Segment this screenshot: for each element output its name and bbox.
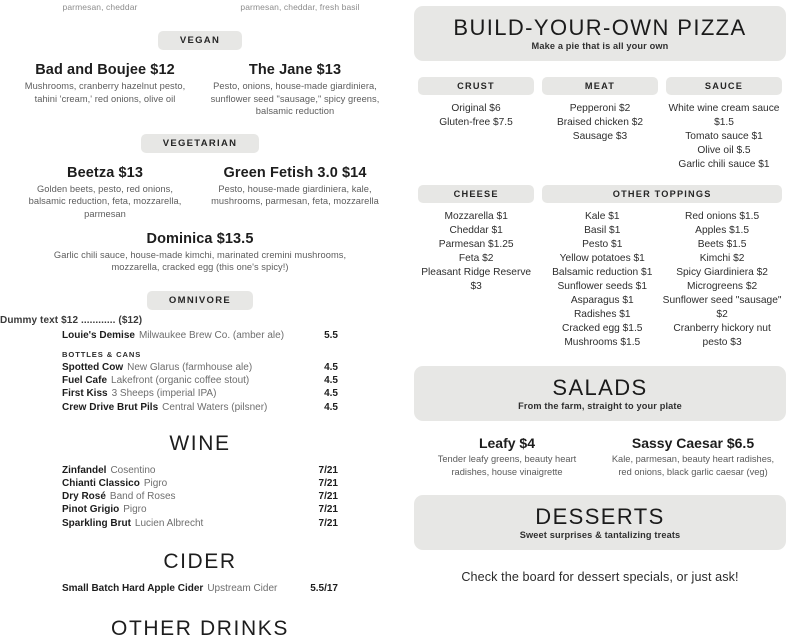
cider-list <box>0 582 400 595</box>
byo-head-cheese: CHEESE <box>418 185 534 203</box>
drink-producer: Lucien Albrecht <box>134 517 204 529</box>
byo-list-cheese <box>418 210 534 294</box>
byo-group-other-toppings <box>538 185 786 350</box>
category-pill-vegan <box>0 31 400 50</box>
pizza-item[interactable] <box>200 165 390 221</box>
clipped-desc-1: parmesan, cheddar <box>62 2 138 12</box>
byo-option[interactable]: Olive oil $.5 <box>697 145 751 156</box>
category-pill-omnivore <box>0 291 400 310</box>
drink-row[interactable] <box>62 361 338 374</box>
byo-row-secondary <box>414 185 786 350</box>
drink-producer: 3 Sheeps (imperial IPA) <box>111 388 217 400</box>
vegetarian-pizza-row <box>0 165 400 221</box>
salad-item[interactable] <box>600 435 786 478</box>
byo-banner <box>414 6 786 61</box>
byo-option[interactable]: White wine cream sauce $1.5 <box>668 103 780 128</box>
drink-row[interactable] <box>62 517 338 530</box>
wine-list <box>0 464 400 530</box>
clipped-omnivore-row <box>0 314 400 328</box>
drink-row[interactable] <box>62 464 338 477</box>
byo-option[interactable]: Mushrooms $1.5 <box>564 337 641 348</box>
byo-option[interactable]: Basil $1 <box>584 225 621 236</box>
drink-producer: Upstream Cider <box>207 582 278 594</box>
byo-list-other-toppings <box>542 210 782 350</box>
pizza-description: Mushrooms, cranberry hazelnut pesto, tahini 'cream,' red onions, olive oil <box>24 81 186 104</box>
byo-option[interactable]: Microgreens $2 <box>686 281 758 292</box>
drink-row[interactable] <box>62 401 338 414</box>
drink-name: Louie's Demise <box>62 329 135 341</box>
drink-price: 5.5/17 <box>310 582 338 594</box>
pizza-name: The Jane $13 <box>248 62 342 78</box>
pizza-name: Green Fetish 3.0 $14 <box>223 164 367 181</box>
drink-row[interactable] <box>62 503 338 516</box>
drink-price: 4.5 <box>324 388 338 400</box>
drink-name: First Kiss <box>62 388 108 400</box>
pizza-description: Golden beets, pesto, red onions, balsamic reduction, feta, mozzarella, parmesan <box>28 183 182 219</box>
byo-option[interactable]: Braised chicken $2 <box>556 117 644 128</box>
byo-option[interactable]: Beets $1.5 <box>697 239 747 250</box>
drink-name: Spotted Cow <box>62 361 124 373</box>
byo-option[interactable]: Pesto $1 <box>582 239 623 250</box>
vegan-pizza-row <box>0 62 400 118</box>
drink-producer: Pigro <box>143 477 168 489</box>
pizza-item[interactable] <box>10 62 200 118</box>
clipped-top-descriptions <box>0 0 400 14</box>
drink-name: Crew Drive Brut Pils <box>62 401 159 413</box>
byo-option[interactable]: Tomato sauce $1 <box>685 131 763 142</box>
salad-item[interactable] <box>414 435 600 478</box>
drink-name: Fuel Cafe <box>62 375 108 387</box>
byo-group-meat <box>538 77 662 172</box>
pizza-name: Bad and Boujee $12 <box>35 62 175 78</box>
byo-option[interactable]: Kimchi $2 <box>699 253 745 264</box>
byo-option[interactable]: Yellow potatoes $1 <box>559 253 645 264</box>
drink-price: 7/21 <box>318 517 338 529</box>
drink-price: 7/21 <box>318 491 338 503</box>
byo-option[interactable]: Garlic chili sauce $1 <box>678 159 770 170</box>
pizza-description: Pesto, house-made giardiniera, kale, mushrooms, parmesan, feta, mozzarella <box>211 183 379 207</box>
category-pill-vegetarian-label: VEGETARIAN <box>141 134 260 153</box>
category-pill-vegan-label: VEGAN <box>158 31 242 50</box>
drink-name: Pinot Grigio <box>62 504 120 516</box>
drink-producer: Pigro <box>123 504 147 516</box>
byo-group-crust <box>414 77 538 172</box>
right-column <box>400 0 800 600</box>
byo-title: BUILD-YOUR-OWN PIZZA <box>453 15 747 40</box>
drink-name: Sparkling Brut <box>62 517 131 529</box>
desserts-note: Check the board for dessert specials, or just ask! <box>461 570 739 585</box>
drink-price: 7/21 <box>318 504 338 516</box>
byo-toppings-column-b <box>662 210 782 350</box>
drink-price: 7/21 <box>318 464 338 476</box>
byo-list-crust <box>418 102 534 130</box>
drink-producer: Band of Roses <box>109 491 176 503</box>
drink-producer: Central Waters (pilsner) <box>162 401 268 413</box>
byo-option[interactable]: Sausage $3 <box>572 131 628 142</box>
drink-row[interactable] <box>62 582 338 595</box>
drink-producer: New Glarus (farmhouse ale) <box>127 361 253 373</box>
salad-description: Kale, parmesan, beauty heart radishes, red onions, black garlic caesar (veg) <box>611 454 775 477</box>
cider-section-title: CIDER <box>163 549 237 573</box>
byo-list-sauce <box>666 102 782 172</box>
byo-option[interactable]: Pepperoni $2 <box>569 103 631 114</box>
drink-row[interactable] <box>62 374 338 387</box>
drink-price: 5.5 <box>324 329 338 341</box>
category-pill-vegetarian <box>0 134 400 153</box>
drink-row[interactable] <box>62 387 338 400</box>
drink-producer: Lakefront (organic coffee stout) <box>111 375 250 387</box>
pizza-description: Garlic chili sauce, house-made kimchi, marinated cremini mushrooms, mozzarella, cracked egg (this one's spicy!) <box>53 249 347 273</box>
byo-row-primary <box>414 77 786 172</box>
drink-price: 4.5 <box>324 375 338 387</box>
drink-row[interactable] <box>62 490 338 503</box>
byo-list-meat <box>542 102 658 144</box>
pizza-item[interactable] <box>200 62 390 118</box>
drink-price: 4.5 <box>324 361 338 373</box>
byo-head-other-toppings: OTHER TOPPINGS <box>542 185 782 203</box>
salads-title: SALADS <box>552 375 648 400</box>
drinks-section <box>0 329 400 414</box>
byo-option[interactable]: Feta $2 <box>458 253 494 264</box>
drink-row[interactable] <box>62 477 338 490</box>
salad-name: Sassy Caesar $6.5 <box>631 435 755 451</box>
byo-group-cheese <box>414 185 538 350</box>
clipped-desc-2: parmesan, cheddar, fresh basil <box>240 2 360 12</box>
byo-option[interactable]: Cheddar $1 <box>449 225 503 236</box>
salad-description: Tender leafy greens, beauty heart radishes, house vinaigrette <box>437 454 577 477</box>
byo-option[interactable]: Apples $1.5 <box>695 225 749 236</box>
byo-toppings-column-a <box>542 210 662 350</box>
byo-option[interactable]: Sunflower seed "sausage" $2 <box>662 295 782 320</box>
byo-option[interactable]: Cranberry hickory nut pesto $3 <box>673 323 771 348</box>
drink-producer: Cosentino <box>110 464 156 476</box>
byo-option[interactable]: Gluten-free $7.5 <box>439 117 513 128</box>
byo-option[interactable]: Radishes $1 <box>573 309 631 320</box>
desserts-banner <box>414 495 786 550</box>
category-pill-omnivore-label: OMNIVORE <box>147 291 253 310</box>
pizza-name: Beetza $13 <box>67 164 143 181</box>
pizza-item[interactable] <box>0 231 400 274</box>
salads-banner <box>414 366 786 421</box>
drink-producer: Milwaukee Brew Co. (amber ale) <box>138 329 285 341</box>
byo-head-crust: CRUST <box>418 77 534 95</box>
drink-name: Small Batch Hard Apple Cider <box>62 582 204 594</box>
drink-name: Zinfandel <box>62 464 107 476</box>
byo-option[interactable]: Balsamic reduction $1 <box>552 267 653 278</box>
byo-option[interactable]: Parmesan $1.25 <box>438 239 514 250</box>
byo-subtitle: Make a pie that is all your own <box>531 41 669 51</box>
bottles-and-cans-label: BOTTLES & CANS <box>62 349 142 359</box>
drink-name: Chianti Classico <box>62 477 140 489</box>
pizza-description: Pesto, onions, house-made giardiniera, sunflower seed "sausage," spicy greens, balsamic reduction <box>210 81 380 117</box>
pizza-item[interactable] <box>10 165 200 221</box>
byo-option[interactable]: Sunflower seeds $1 <box>557 281 647 292</box>
byo-option[interactable]: Kale $1 <box>584 211 620 222</box>
byo-option[interactable]: Red onions $1.5 <box>684 211 760 222</box>
salads-row <box>414 435 786 478</box>
drink-price: 7/21 <box>318 477 338 489</box>
desserts-subtitle: Sweet surprises & tantalizing treats <box>519 530 681 541</box>
byo-option[interactable]: Asparagus $1 <box>570 295 634 306</box>
drink-row[interactable] <box>62 329 338 342</box>
drink-price: 4.5 <box>324 401 338 413</box>
other-drinks-section-title: OTHER DRINKS <box>111 616 289 640</box>
byo-option[interactable]: Cracked egg $1.5 <box>562 323 643 334</box>
drink-name: Dry Rosé <box>62 491 106 503</box>
clipped-omnivore-text: Dummy text $12 ............ ($12) <box>0 314 143 326</box>
desserts-title: DESSERTS <box>535 504 665 530</box>
byo-head-sauce: SAUCE <box>666 77 782 95</box>
byo-option[interactable]: Spicy Giardiniera $2 <box>676 267 768 278</box>
pizza-name: Dominica $13.5 <box>146 230 254 247</box>
byo-option[interactable]: Mozzarella $1 <box>444 211 508 222</box>
byo-head-meat: MEAT <box>542 77 658 95</box>
wine-section-title: WINE <box>169 431 231 455</box>
byo-group-sauce <box>662 77 786 172</box>
byo-option[interactable]: Original $6 <box>451 103 501 114</box>
salad-name: Leafy $4 <box>478 435 536 451</box>
salads-subtitle: From the farm, straight to your plate <box>518 401 682 411</box>
byo-option[interactable]: Pleasant Ridge Reserve $3 <box>421 267 532 292</box>
left-column <box>0 0 400 640</box>
